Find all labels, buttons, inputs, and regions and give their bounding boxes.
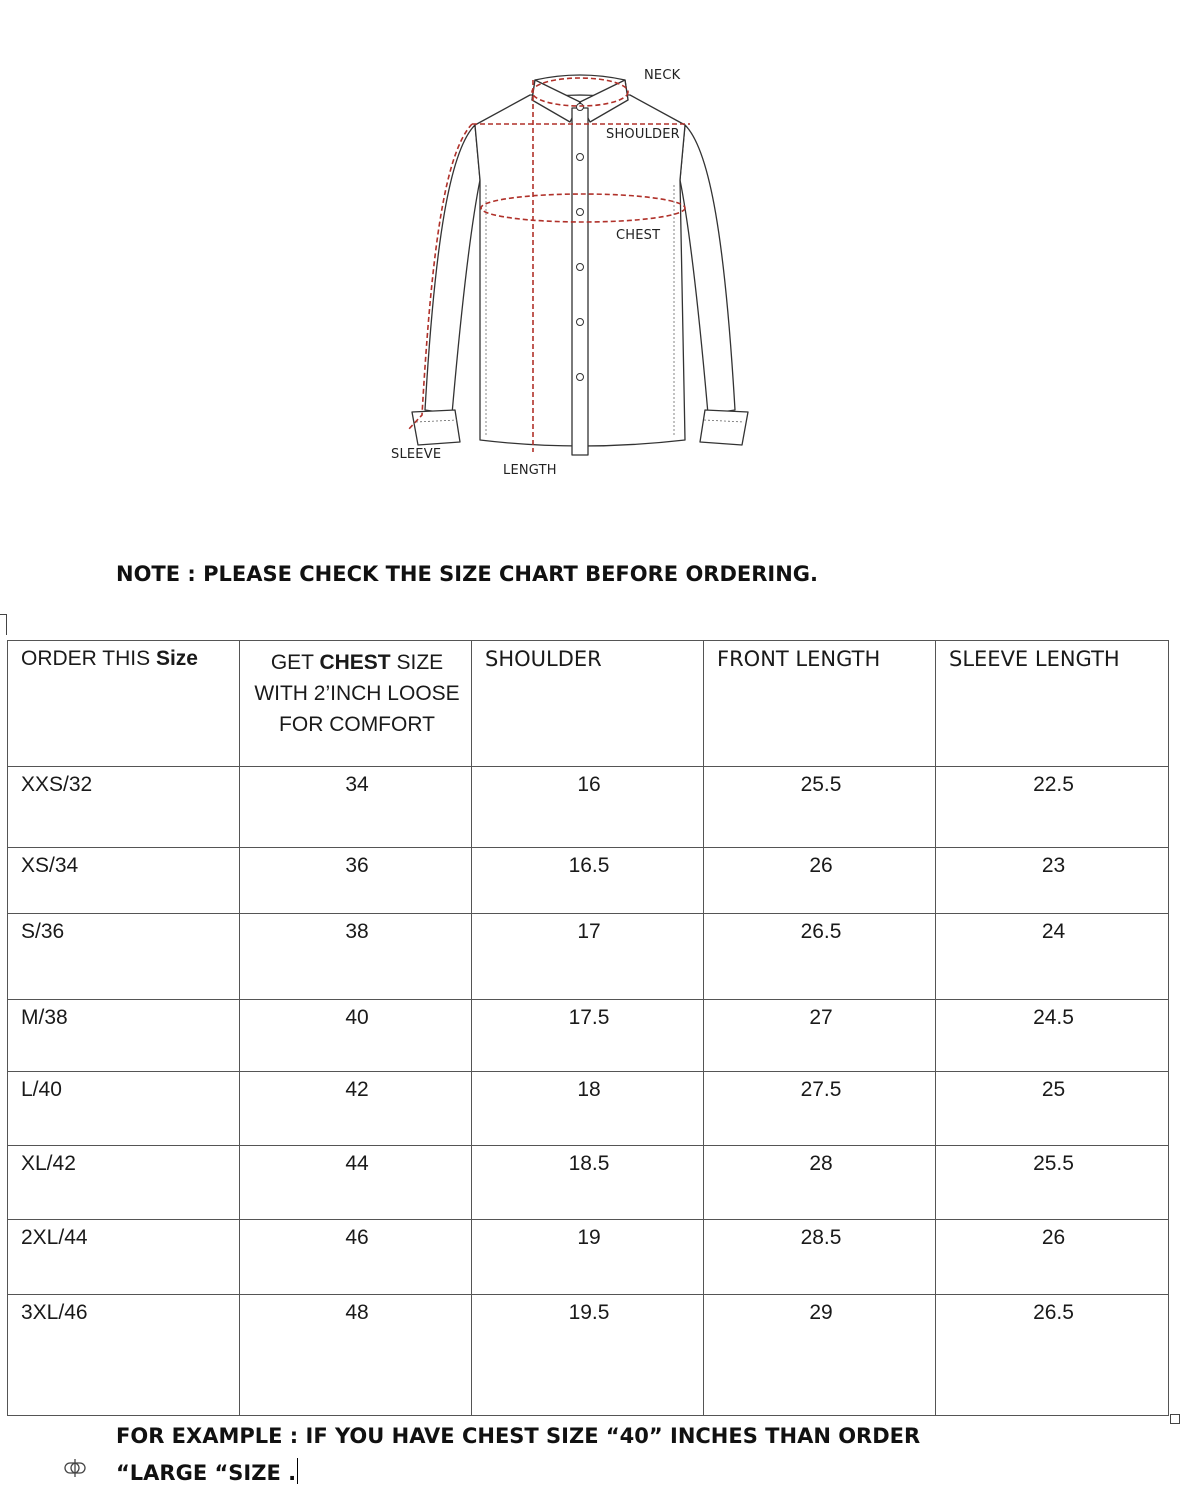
shoulder-cell: 19.5 [472, 1295, 704, 1416]
neck-label: NECK [644, 68, 681, 83]
chest-cell: 38 [240, 914, 472, 1000]
shoulder-cell: 16.5 [472, 848, 704, 914]
sleeve-length-cell: 26 [936, 1220, 1169, 1295]
sleeve-length-cell: 26.5 [936, 1295, 1169, 1416]
order-note: NOTE : PLEASE CHECK THE SIZE CHART BEFORE ORDERING. [116, 562, 819, 586]
table-row [8, 1000, 1169, 1072]
shirt-measurement-figure [380, 40, 800, 500]
front-length-cell: 28.5 [704, 1220, 936, 1295]
sleeve-label: SLEEVE [391, 447, 442, 462]
chest-cell: 42 [240, 1072, 472, 1146]
table-header-row [8, 641, 1169, 767]
front-length-cell: 29 [704, 1295, 936, 1416]
example-note [116, 1418, 920, 1492]
chest-cell: 44 [240, 1146, 472, 1220]
size-cell: XS/34 [8, 848, 240, 914]
table-row [8, 767, 1169, 848]
size-cell: 3XL/46 [8, 1295, 240, 1416]
sleeve-length-cell: 24 [936, 914, 1169, 1000]
order-size-header: ORDER THIS Size [8, 641, 240, 767]
move-handle-glyph [62, 1455, 88, 1481]
shoulder-cell: 19 [472, 1220, 704, 1295]
chest-cell: 40 [240, 1000, 472, 1072]
front-length-cell: 27.5 [704, 1072, 936, 1146]
size-cell: L/40 [8, 1072, 240, 1146]
size-cell: 2XL/44 [8, 1220, 240, 1295]
table-row [8, 1220, 1169, 1295]
size-cell: S/36 [8, 914, 240, 1000]
sleeve-length-cell: 23 [936, 848, 1169, 914]
text-cursor [297, 1458, 298, 1484]
chest-cell: 48 [240, 1295, 472, 1416]
size-chart-table [7, 640, 1169, 1416]
size-cell: M/38 [8, 1000, 240, 1072]
table-row [8, 1295, 1169, 1416]
shoulder-cell: 18.5 [472, 1146, 704, 1220]
length-label: LENGTH [503, 463, 557, 478]
table-row [8, 1072, 1169, 1146]
chest-cell: 36 [240, 848, 472, 914]
size-cell: XXS/32 [8, 767, 240, 848]
table-row [8, 1146, 1169, 1220]
sleeve-length-cell: 25 [936, 1072, 1169, 1146]
chest-size-header: GET CHEST SIZE WITH 2’INCH LOOSE FOR COMFORT [240, 641, 472, 767]
sleeve-length-cell: 22.5 [936, 767, 1169, 848]
front-length-header: FRONT LENGTH [704, 641, 936, 767]
shirt-drawing [380, 40, 800, 500]
front-length-cell: 28 [704, 1146, 936, 1220]
front-length-cell: 26 [704, 848, 936, 914]
table-row [8, 914, 1169, 1000]
example-note-line2[interactable]: “LARGE “SIZE . [116, 1455, 920, 1492]
sleeve-length-cell: 24.5 [936, 1000, 1169, 1072]
sleeve-length-cell: 25.5 [936, 1146, 1169, 1220]
chest-cell: 46 [240, 1220, 472, 1295]
table-move-handle[interactable] [0, 614, 7, 635]
front-length-cell: 26.5 [704, 914, 936, 1000]
front-length-cell: 27 [704, 1000, 936, 1072]
shoulder-label: SHOULDER [606, 127, 680, 142]
size-cell: XL/42 [8, 1146, 240, 1220]
move-handle-icon[interactable] [62, 1455, 88, 1481]
sleeve-length-header: SLEEVE LENGTH [936, 641, 1169, 767]
example-note-line1: FOR EXAMPLE : IF YOU HAVE CHEST SIZE “40” INCHES THAN ORDER [116, 1424, 921, 1448]
shoulder-cell: 17 [472, 914, 704, 1000]
table-resize-handle[interactable] [1170, 1414, 1180, 1424]
chest-cell: 34 [240, 767, 472, 848]
shoulder-cell: 18 [472, 1072, 704, 1146]
shoulder-cell: 17.5 [472, 1000, 704, 1072]
chest-label: CHEST [616, 228, 661, 243]
shoulder-cell: 16 [472, 767, 704, 848]
table-row [8, 848, 1169, 914]
shoulder-header: SHOULDER [472, 641, 704, 767]
front-length-cell: 25.5 [704, 767, 936, 848]
